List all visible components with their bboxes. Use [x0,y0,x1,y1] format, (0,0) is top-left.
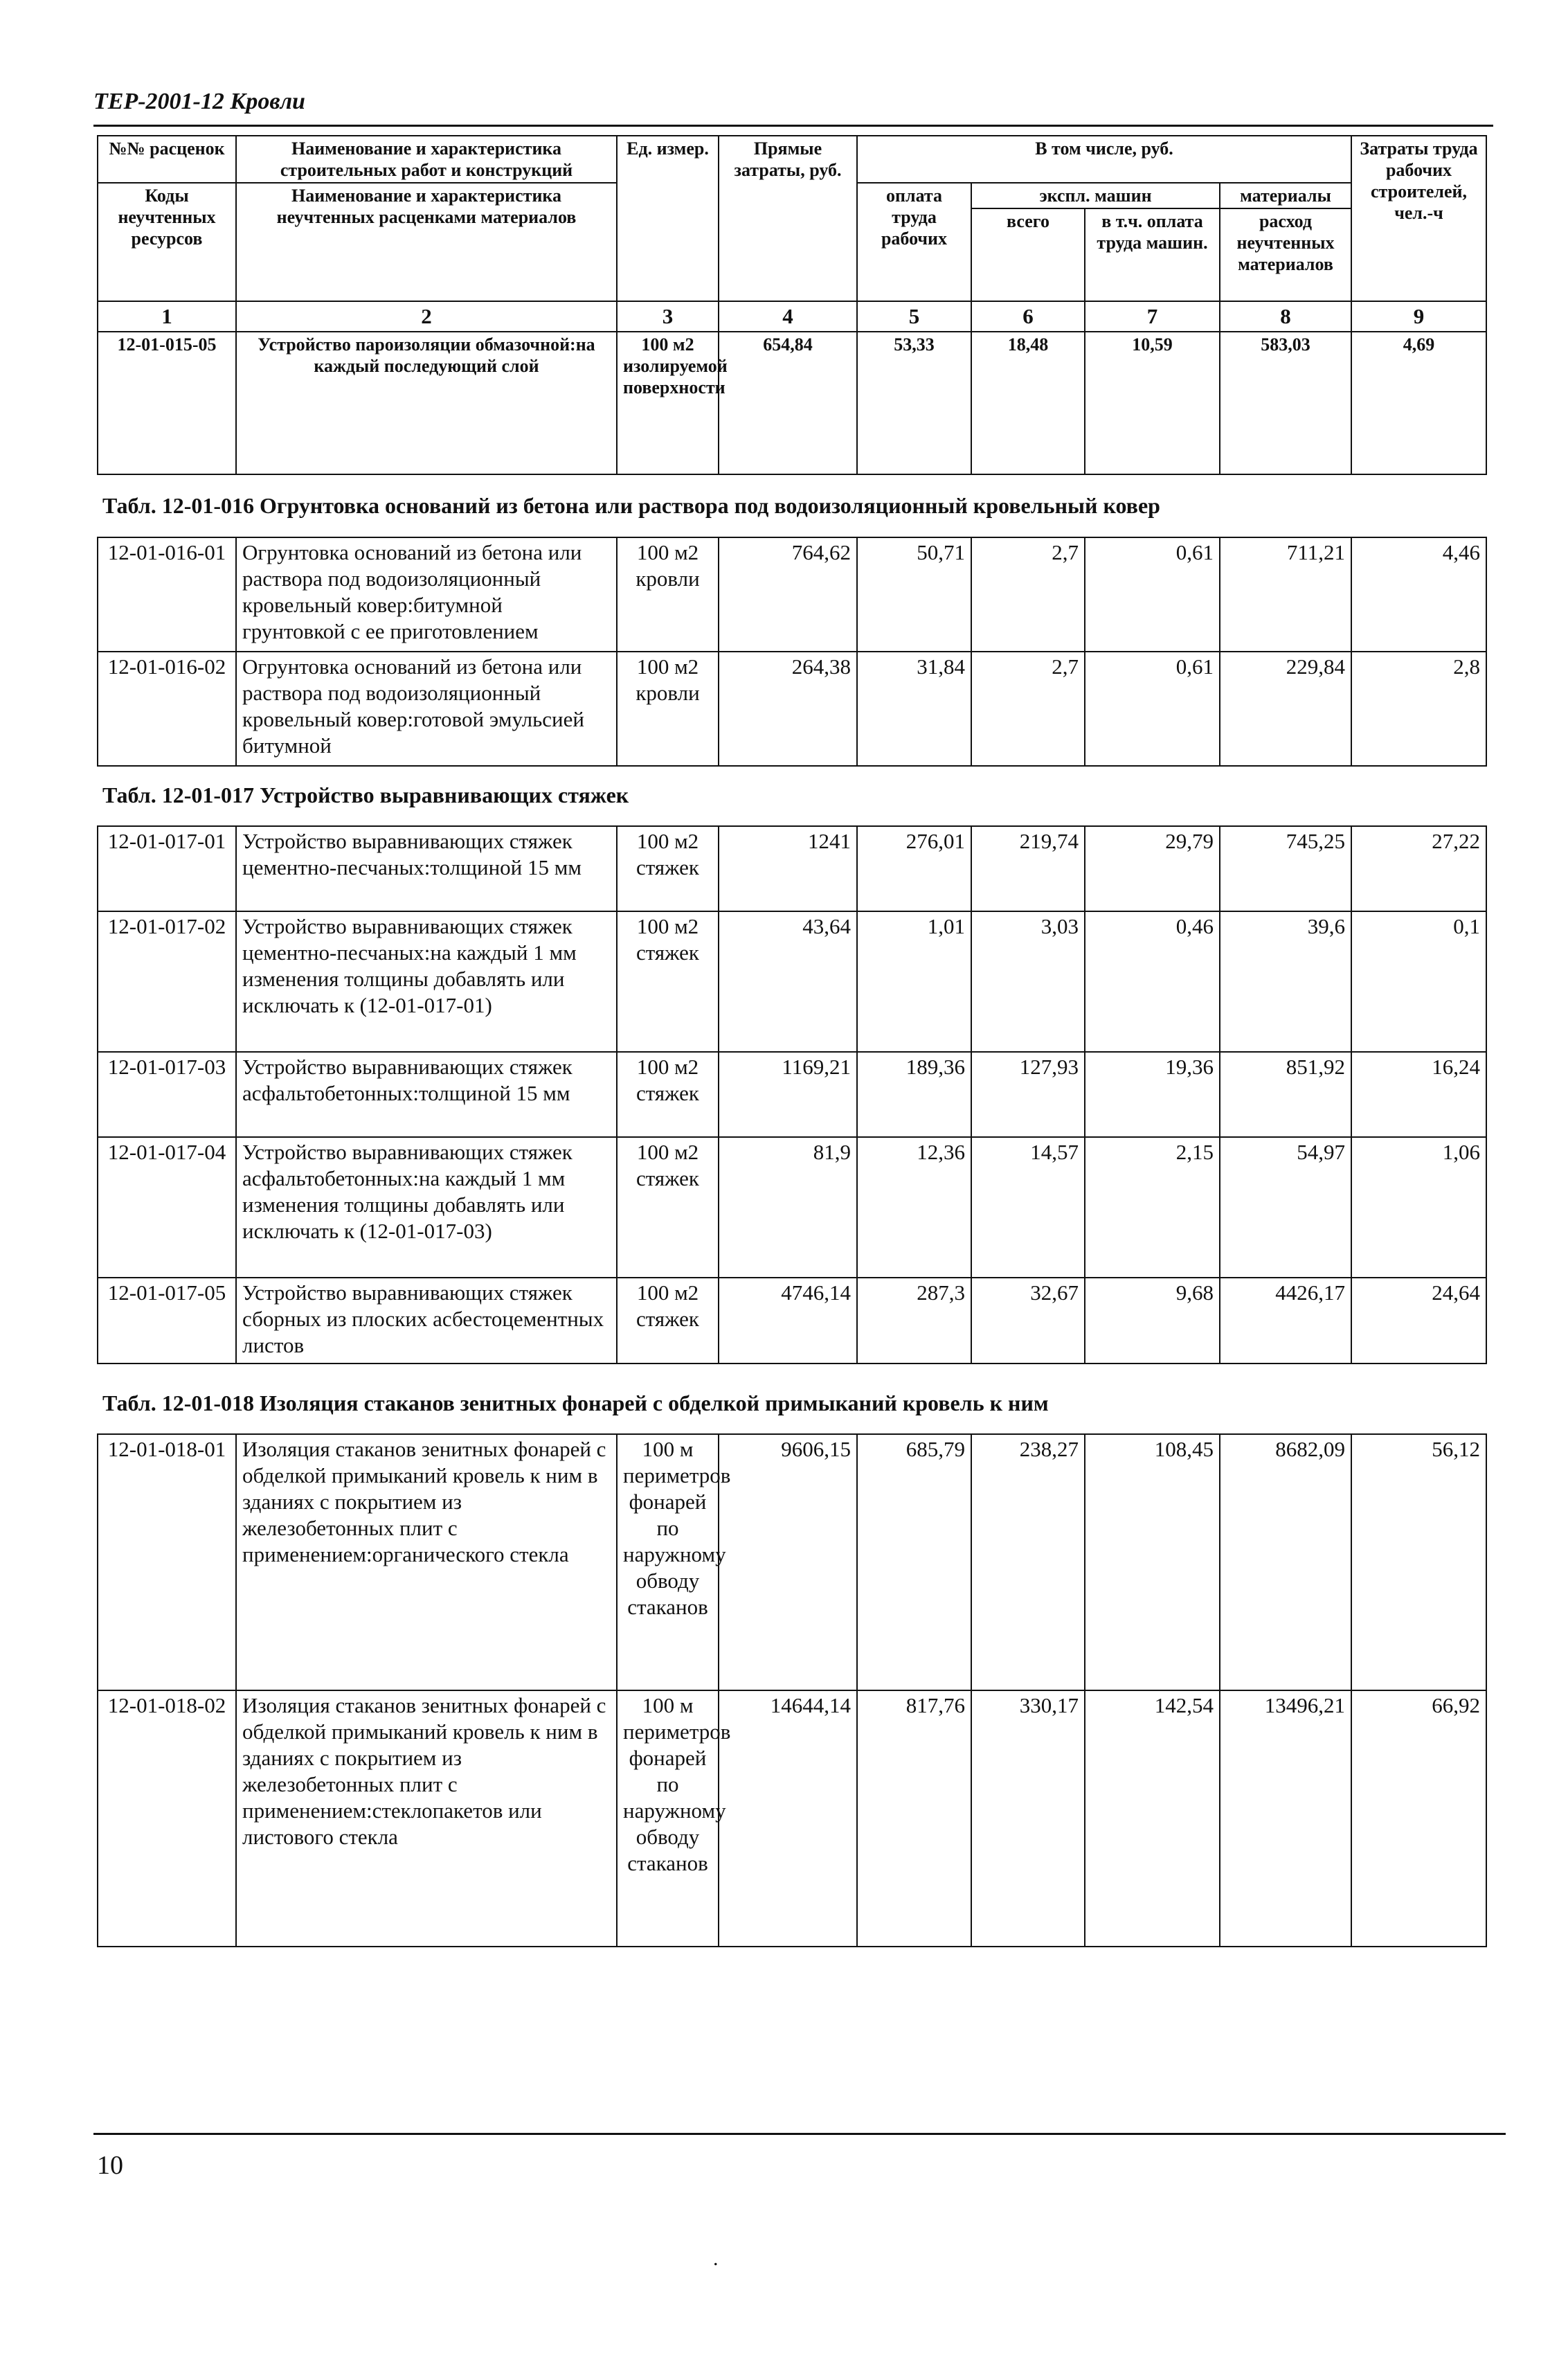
materials: 229,84 [1220,652,1351,766]
wage: 276,01 [857,826,971,911]
column-index: 7 [1085,301,1220,332]
machine-wage: 0,61 [1085,537,1220,652]
wage: 12,36 [857,1137,971,1278]
column-index: 5 [857,301,971,332]
unit: 100 м периметров фонарей по наружному обводу стаканов [617,1690,719,1947]
work-name: Изоляция стаканов зенитных фонарей с обделкой примыканий кровель к ним в зданиях с покрытием из железобетонных плит с применением:органического стекла [236,1434,617,1690]
machines-total: 32,67 [971,1278,1085,1364]
header-group: В том числе, руб. [857,136,1351,183]
direct-costs: 764,62 [719,537,857,652]
rate-code: 12-01-018-02 [98,1690,236,1947]
labor: 27,22 [1351,826,1486,911]
rate-code: 12-01-017-01 [98,826,236,911]
work-name: Огрунтовка оснований из бетона или раствора под водоизоляционный кровельный ковер:битумной грунтовкой с ее приготовлением [236,537,617,652]
work-name: Устройство выравнивающих стяжек цементно-песчаных:толщиной 15 мм [236,826,617,911]
wage: 685,79 [857,1434,971,1690]
rate-code: 12-01-016-01 [98,537,236,652]
machines-total: 14,57 [971,1137,1085,1278]
machines-total: 219,74 [971,826,1085,911]
header-labor: Затраты труда рабочих строителей, чел.-ч [1351,136,1486,301]
unit: 100 м2 кровли [617,652,719,766]
unit: 100 м2 стяжек [617,826,719,911]
rate-code: 12-01-018-01 [98,1434,236,1690]
work-name: Изоляция стаканов зенитных фонарей с обделкой примыканий кровель к ним в зданиях с покрытием из железобетонных плит с применением:стеклопакетов или листового стекла [236,1690,617,1947]
rate-code: 12-01-017-02 [98,911,236,1052]
labor: 56,12 [1351,1434,1486,1690]
labor: 16,24 [1351,1052,1486,1137]
work-name: Устройство выравнивающих стяжек сборных из плоских асбестоцементных листов [236,1278,617,1364]
table-12-01-017 [97,825,1487,1364]
materials: 711,21 [1220,537,1351,652]
machines-total: 127,93 [971,1052,1085,1137]
labor: 4,69 [1351,332,1486,474]
direct-costs: 4746,14 [719,1278,857,1364]
work-name: Устройство выравнивающих стяжек асфальтобетонных:толщиной 15 мм [236,1052,617,1137]
labor: 24,64 [1351,1278,1486,1364]
machines-total: 330,17 [971,1690,1085,1947]
rate-code: 12-01-017-05 [98,1278,236,1364]
machines-total: 3,03 [971,911,1085,1052]
direct-costs: 1169,21 [719,1052,857,1137]
materials: 583,03 [1220,332,1351,474]
machines-total: 2,7 [971,652,1085,766]
header-direct-costs: Прямые затраты, руб. [719,136,857,301]
machines-total: 18,48 [971,332,1085,474]
materials: 13496,21 [1220,1690,1351,1947]
labor: 1,06 [1351,1137,1486,1278]
direct-costs: 1241 [719,826,857,911]
header-rule [93,125,1493,127]
unit: 100 м периметров фонарей по наружному обводу стаканов [617,1434,719,1690]
unit: 100 м2 стяжек [617,1052,719,1137]
column-header-table [97,135,1487,475]
document-header: ТЕР-2001-12 Кровли [93,89,305,114]
rate-code: 12-01-015-05 [98,332,236,474]
unit: 100 м2 стяжек [617,911,719,1052]
machine-wage: 10,59 [1085,332,1220,474]
header-materials-name: Наименование и характеристика неучтенных расценками материалов [236,183,617,301]
table-12-01-016 [97,537,1487,767]
table-title: Табл. 12-01-017 Устройство выравнивающих стяжек [102,783,629,807]
machine-wage: 9,68 [1085,1278,1220,1364]
direct-costs: 9606,15 [719,1434,857,1690]
unit: 100 м2 стяжек [617,1278,719,1364]
machine-wage: 0,46 [1085,911,1220,1052]
materials: 54,97 [1220,1137,1351,1278]
machine-wage: 19,36 [1085,1052,1220,1137]
labor: 4,46 [1351,537,1486,652]
machines-total: 2,7 [971,537,1085,652]
work-name: Устройство выравнивающих стяжек цементно-песчаных:на каждый 1 мм изменения толщины добавлять или исключать к (12-01-017-01) [236,911,617,1052]
materials: 745,25 [1220,826,1351,911]
direct-costs: 43,64 [719,911,857,1052]
labor: 2,8 [1351,652,1486,766]
materials: 8682,09 [1220,1434,1351,1690]
machine-wage: 108,45 [1085,1434,1220,1690]
materials: 4426,17 [1220,1278,1351,1364]
header-materials: материалы [1220,183,1351,208]
machine-wage: 142,54 [1085,1690,1220,1947]
wage: 53,33 [857,332,971,474]
direct-costs: 81,9 [719,1137,857,1278]
wage: 1,01 [857,911,971,1052]
rate-code: 12-01-016-02 [98,652,236,766]
header-machine-wage: в т.ч. оплата труда машин. [1085,208,1220,301]
column-index: 1 [98,301,236,332]
header-material-consumption: расход неучтенных материалов [1220,208,1351,301]
column-index: 2 [236,301,617,332]
wage: 50,71 [857,537,971,652]
work-name: Устройство пароизоляции обмазочной:на каждый последующий слой [236,332,617,474]
unit: 100 м2 изолируемой поверхности [617,332,719,474]
table-12-01-018 [97,1433,1487,1947]
header-code: №№ расценок [98,136,236,183]
header-machines: экспл. машин [971,183,1220,208]
machine-wage: 0,61 [1085,652,1220,766]
work-name: Огрунтовка оснований из бетона или раствора под водоизоляционный кровельный ковер:готовой эмульсией битумной [236,652,617,766]
materials: 851,92 [1220,1052,1351,1137]
wage: 31,84 [857,652,971,766]
column-index: 8 [1220,301,1351,332]
direct-costs: 264,38 [719,652,857,766]
header-machines-total: всего [971,208,1085,301]
header-name: Наименование и характеристика строительных работ и конструкций [236,136,617,183]
machines-total: 238,27 [971,1434,1085,1690]
wage: 817,76 [857,1690,971,1947]
labor: 0,1 [1351,911,1486,1052]
column-index: 4 [719,301,857,332]
page-number: 10 [97,2151,123,2180]
wage: 287,3 [857,1278,971,1364]
materials: 39,6 [1220,911,1351,1052]
work-name: Устройство выравнивающих стяжек асфальтобетонных:на каждый 1 мм изменения толщины добавлять или исключать к (12-01-017-03) [236,1137,617,1278]
wage: 189,36 [857,1052,971,1137]
header-resource-codes: Коды неучтенных ресурсов [98,183,236,301]
machine-wage: 29,79 [1085,826,1220,911]
direct-costs: 14644,14 [719,1690,857,1947]
labor: 66,92 [1351,1690,1486,1947]
direct-costs: 654,84 [719,332,857,474]
header-wage: оплата труда рабочих [857,183,971,301]
table-title: Табл. 12-01-016 Огрунтовка оснований из бетона или раствора под водоизоляционный кровельный ковер [102,493,1160,518]
unit: 100 м2 кровли [617,537,719,652]
header-unit: Ед. измер. [617,136,719,301]
rate-code: 12-01-017-04 [98,1137,236,1278]
column-index: 3 [617,301,719,332]
table-title: Табл. 12-01-018 Изоляция стаканов зенитных фонарей с обделкой примыканий кровель к ним [102,1391,1049,1415]
unit: 100 м2 стяжек [617,1137,719,1278]
footer-rule [93,2133,1506,2135]
scan-speck: . [713,2247,719,2270]
column-index: 9 [1351,301,1486,332]
column-index: 6 [971,301,1085,332]
rate-code: 12-01-017-03 [98,1052,236,1137]
machine-wage: 2,15 [1085,1137,1220,1278]
